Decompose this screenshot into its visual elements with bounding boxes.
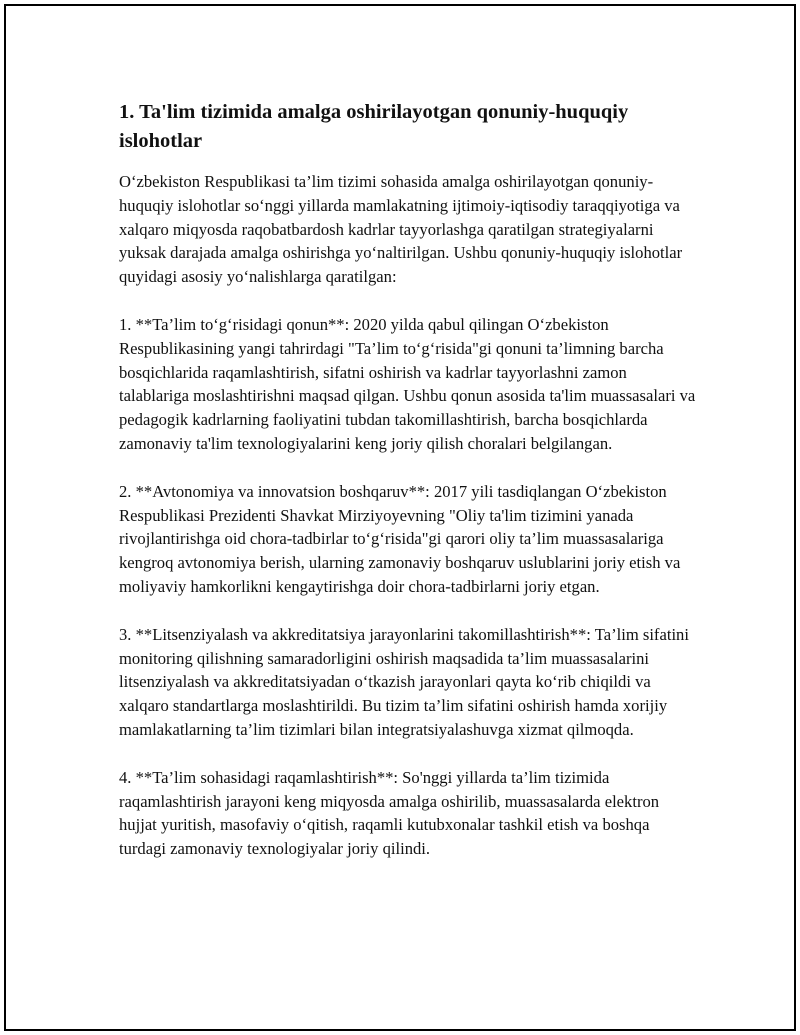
item-3-paragraph: 3. **Litsenziyalash va akkreditatsiya jarayonlarini takomillashtirish**: Ta’lim sifatini monitoring qilishning samaradorligini oshirish maqsadida ta’lim muassasalarini litsenziyalash va akkreditatsiyadan o‘tkazish jarayonlari qayta ko‘rib chiqildi va xalqaro standartlarga moslashtirildi. Bu tizim ta’lim sifatini oshirish hamda xorijiy mamlakatlarning ta’lim tizimlari bilan integratsiyalashuvga xizmat qilmoqda. bbox=[119, 624, 689, 739]
intro-paragraph: O‘zbekiston Respublikasi ta’lim tizimi sohasida amalga oshirilayotgan qonuniy-huquqiy islohotlar so‘nggi yillarda mamlakatning ijtimoiy-iqtisodiy taraqqiyotiga va xalqaro miqyosda raqobatbardosh kadrlar tayyorlashga qaratilgan strategiyalarni yuksak darajada amalga oshirishga yo‘naltirilgan. Ushbu qonuniy-huquqiy islohotlar quyidagi asosiy yo‘nalishlarga qaratilgan: bbox=[119, 172, 683, 287]
page-frame bbox=[4, 4, 796, 1031]
document-body bbox=[119, 98, 699, 885]
item-1-paragraph: 1. **Ta’lim to‘g‘risidagi qonun**: 2020 yilda qabul qilingan O‘zbekiston Respublikasining yangi tahrirdagi "Ta’lim to‘g‘risida"gi qonuni ta’limning barcha bosqichlarida raqamlashtirish, sifatni oshirish va kadrlar tayyorlashni zamon talablariga moslashtirishni maqsad qilgan. Ushbu qonun asosida ta'lim muassasalari va pedagogik kadrlarning faoliyatini tubdan takomillashtirish, barcha bosqichlarda zamonaviy ta'lim texnologiyalarini keng joriy qilish choralari belgilangan. bbox=[119, 314, 696, 453]
item-2-paragraph: 2. **Avtonomiya va innovatsion boshqaruv**: 2017 yili tasdiqlangan O‘zbekiston Respublikasi Prezidenti Shavkat Mirziyoyevning "Oliy ta'lim tizimini yanada rivojlantirishga oid chora-tadbirlar to‘g‘risida"gi qarori oliy ta’lim muassasalariga kengroq avtonomiya berish, ularning zamonaviy boshqaruv uslublarini joriy etish va moliyaviy hamkorlikni kengaytirishga doir chora-tadbirlarni joriy etgan. bbox=[119, 481, 681, 596]
section-heading: 1. Ta'lim tizimida amalga oshirilayotgan qonuniy-huquqiy islohotlar bbox=[119, 101, 629, 152]
item-4-paragraph: 4. **Ta’lim sohasidagi raqamlashtirish**: So'nggi yillarda ta’lim tizimida raqamlashtirish jarayoni keng miqyosda amalga oshirilib, muassasalarda elektron hujjat yuritish, masofaviy o‘qitish, raqamli kutubxonalar tashkil etish va boshqa turdagi zamonaviy texnologiyalar joriy qilindi. bbox=[119, 767, 660, 859]
